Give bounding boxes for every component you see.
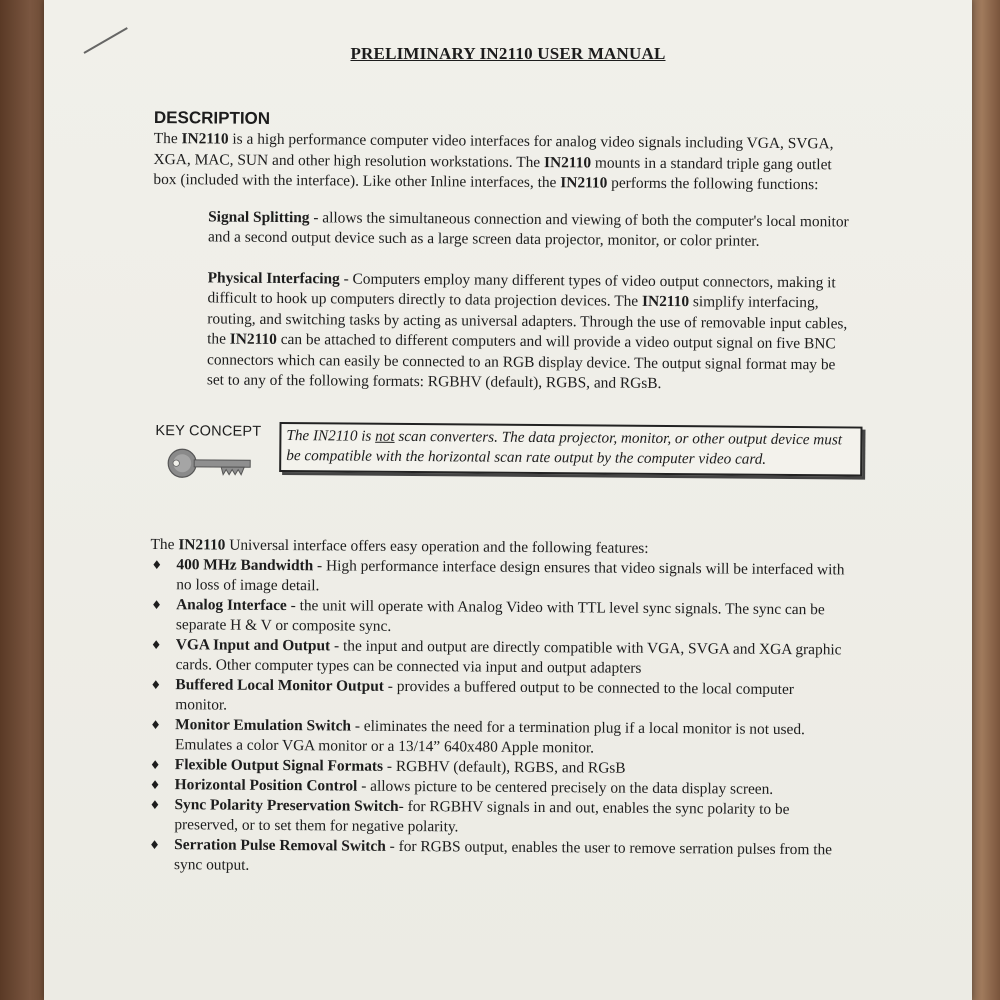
document-page bbox=[44, 0, 972, 1000]
feature-name: Horizontal Position Control bbox=[174, 776, 358, 795]
bold-text: IN2110 bbox=[181, 130, 229, 148]
feature-list bbox=[148, 555, 850, 880]
text-run: - allows the simultaneous connection and viewing of both the computer's local monitor and a second output device such as a large screen data projector, monitor, or color printer. bbox=[207, 208, 849, 250]
feature-description: - High performance interface design ensures that video signals will be interfaced with no loss of image detail. bbox=[176, 557, 845, 595]
diamond-bullet-icon: ♦ bbox=[151, 557, 163, 573]
key-concept-label: KEY CONCEPT bbox=[155, 422, 262, 440]
text-run: can be attached to different computers and will provide a video output signal on five BNC connectors which can easily be connected to an RGB display device. The output signal format may be set to any of the following formats: RGBHV (default), RGBS, and RGsB. bbox=[206, 330, 836, 392]
diamond-bullet-icon: ♦ bbox=[150, 677, 162, 693]
feature-item bbox=[150, 555, 848, 600]
feature-description: - provides a buffered output to be connected to the local computer monitor. bbox=[175, 677, 795, 714]
bold-text: Signal Splitting bbox=[208, 207, 310, 226]
function-physical-interfacing bbox=[207, 268, 856, 396]
feature-name: Buffered Local Monitor Output bbox=[175, 676, 385, 695]
diamond-bullet-icon: ♦ bbox=[149, 757, 161, 773]
underlined-text: not bbox=[375, 427, 395, 445]
feature-description: - eliminates the need for a termination plug if a local monitor is not used. Emulates a color VGA monitor or a 13/14” 640x480 Apple monitor. bbox=[174, 717, 805, 757]
text-run: The bbox=[153, 129, 182, 148]
page-title: PRELIMINARY IN2110 USER MANUAL bbox=[350, 44, 666, 63]
key-concept-box bbox=[279, 421, 862, 476]
section-heading: DESCRIPTION bbox=[153, 108, 271, 128]
feature-name: Monitor Emulation Switch bbox=[175, 716, 352, 735]
diamond-bullet-icon: ♦ bbox=[149, 837, 161, 853]
text-run: scan converters. The data projector, monitor, or other output device must be compatible with the horizontal scan rate output by the computer video card. bbox=[286, 427, 843, 468]
feature-item bbox=[149, 675, 847, 720]
text-run: - Computers employ many different types of video output connectors, making it difficult to hook up computers directly to data projection devices. The bbox=[207, 269, 836, 310]
text-run: The IN2110 is bbox=[286, 426, 376, 445]
feature-name: VGA Input and Output bbox=[175, 636, 331, 655]
text-run: The bbox=[150, 535, 179, 553]
text-run: simplify interfacing, routing, and switching tasks by acting as universal adapters. Through the use of removable input cables, the bbox=[207, 293, 848, 348]
bold-text: Physical Interfacing bbox=[207, 268, 340, 287]
feature-item bbox=[149, 715, 847, 760]
feature-description: - allows picture to be centered precisely on the data display screen. bbox=[357, 777, 774, 798]
feature-name: Flexible Output Signal Formats bbox=[174, 756, 384, 775]
diamond-bullet-icon: ♦ bbox=[151, 597, 162, 613]
intro-paragraph bbox=[153, 129, 843, 196]
bold-text: IN2110 bbox=[543, 153, 592, 171]
bold-text: IN2110 bbox=[641, 292, 690, 311]
text-run: performs the following functions: bbox=[607, 174, 819, 194]
feature-name: Analog Interface bbox=[176, 596, 287, 615]
feature-description: - the input and output are directly compatible with VGA, SVGA and XGA graphic cards. Other computer types can be connected via input and output adapters bbox=[175, 637, 842, 677]
feature-name: 400 MHz Bandwidth bbox=[176, 556, 314, 575]
feature-item bbox=[148, 795, 846, 840]
text-run: Universal interface offers easy operation and the following features: bbox=[225, 536, 649, 557]
feature-item bbox=[150, 635, 848, 680]
feature-description: - RGBHV (default), RGBS, and RGsB bbox=[382, 757, 626, 777]
diamond-bullet-icon: ♦ bbox=[149, 797, 161, 813]
feature-item bbox=[148, 835, 846, 880]
function-signal-splitting bbox=[208, 207, 856, 253]
diamond-bullet-icon: ♦ bbox=[150, 717, 161, 733]
feature-item bbox=[150, 595, 848, 640]
diamond-bullet-icon: ♦ bbox=[149, 777, 161, 793]
bold-text: IN2110 bbox=[178, 535, 226, 554]
text-run: mounts in a standard triple gang outlet box (included with the interface). Like other Inline interfaces, the bbox=[153, 153, 832, 192]
key-concept bbox=[151, 420, 852, 517]
bold-text: IN2110 bbox=[560, 174, 608, 192]
feature-name: Serration Pulse Removal Switch bbox=[174, 836, 386, 855]
function-paragraph bbox=[208, 207, 856, 253]
text-run: is a high performance computer video interfaces for analog video signals including VGA, SVGA, XGA, MAC, SUN and other high resolution workstations. The bbox=[153, 130, 834, 171]
bold-text: IN2110 bbox=[229, 330, 277, 348]
page-content bbox=[148, 108, 854, 880]
feature-description: - for RGBS output, enables the user to remove serration pulses from the sync output. bbox=[173, 837, 833, 874]
feature-name: Sync Polarity Preservation Switch bbox=[174, 796, 399, 815]
feature-description: - the unit will operate with Analog Video with TTL level sync signals. The sync can be separate H & V or composite sync. bbox=[175, 597, 825, 635]
feature-description: - for RGBHV signals in and out, enables the sync polarity to be preserved, or to set them for negative polarity. bbox=[174, 797, 790, 836]
desk-surface bbox=[970, 0, 1000, 1000]
key-icon bbox=[165, 443, 255, 484]
diamond-bullet-icon: ♦ bbox=[150, 637, 162, 653]
function-paragraph bbox=[207, 268, 856, 396]
